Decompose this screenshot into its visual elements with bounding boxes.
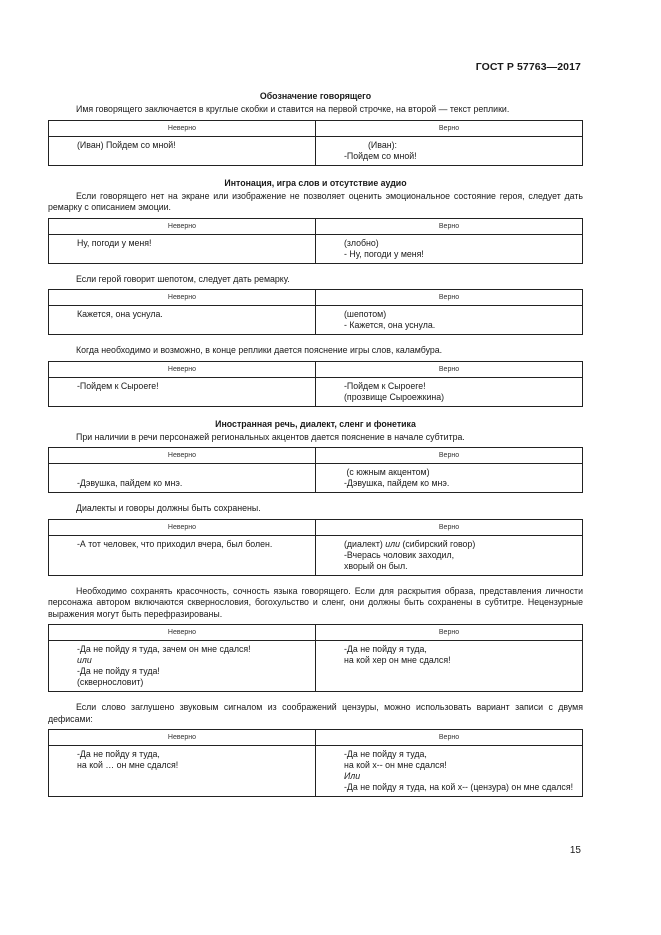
heading-intonation: Интонация, игра слов и отсутствие аудио [224,177,407,188]
cell-right [316,377,583,406]
text-line: на кой хер он мне сдался! [344,655,451,665]
cell-right [316,136,583,165]
col-right: Верно [316,625,583,641]
cell-right [316,306,583,335]
col-right: Верно [316,290,583,306]
table-dialect [48,519,583,576]
or-word: или [385,538,400,549]
cell-right [316,464,583,493]
heading-speaker: Обозначение говорящего [259,91,372,101]
cell-right [316,746,583,797]
col-wrong: Неверно [49,290,316,306]
col-right: Верно [316,361,583,377]
col-wrong: Неверно [49,361,316,377]
text-line: (Иван): [368,139,397,150]
dialect-label: (сибирский говор) [400,538,476,549]
text-line: на кой … он мне сдался! [77,760,179,770]
text-line: на кой х-- он мне сдался! [344,760,447,770]
cell-right [316,641,583,692]
table-slang [48,624,583,692]
para-intonation: Если говорящего нет на экране или изображение не позволяет оценить эмоциональное состояние героя, следует дать ремарку с описанием эмоции. [48,190,583,212]
text-line: хворый он был. [344,560,408,571]
col-right: Верно [316,730,583,746]
text-line: -Да не пойду я туда, [77,749,160,759]
text-line: -Вчерась чоловик заходил, [344,549,455,560]
cell-wrong [49,136,316,165]
table-whisper [48,289,583,335]
text-line: -Да не пойду я туда, [344,749,427,759]
text-line: -Да не пойду я туда! [77,666,160,676]
text-line: -Пойдем к Сыроеге! [77,380,159,391]
text-line: (злобно) [344,237,379,248]
cell-wrong [49,535,316,575]
text-line: Ну, погоди у меня! [77,237,152,248]
col-wrong: Неверно [49,448,316,464]
col-wrong: Неверно [49,120,316,136]
cell-right [316,535,583,575]
para-foreign: При наличии в речи персонажей региональных акцентов дается пояснение в начале субтитра. [76,431,465,442]
col-wrong: Неверно [49,218,316,234]
col-right: Верно [316,519,583,535]
table-intonation [48,218,583,264]
cell-wrong [49,746,316,797]
table-censor [48,729,583,797]
col-right: Верно [316,448,583,464]
para-censor: Если слово заглушено звуковым сигналом из соображений цензуры, можно использовать вариант записи с двумя дефисами: [48,702,583,724]
col-wrong: Неверно [49,730,316,746]
page-content [48,91,583,797]
col-wrong: Неверно [49,625,316,641]
text-line: - Кажется, она уснула. [344,320,436,330]
col-right: Верно [316,120,583,136]
text-line: -Да не пойду я туда, на кой х-- (цензура) он мне сдался! [344,782,574,792]
text-line: -Да не пойду я туда, зачем он мне сдался! [77,644,251,654]
text-line: -Дэвушка, пайдем ко мнэ. [344,478,450,488]
text-line: (сквернословит) [77,677,144,687]
text-line: (Иван) Пойдем со мной! [77,139,176,150]
page-number: 15 [569,845,581,856]
or-word: или [77,655,92,665]
dialect-label: (диалект) [344,538,386,549]
cell-wrong [49,641,316,692]
text-line: Кажется, она уснула. [77,309,163,319]
or-word: Или [344,771,361,781]
heading-foreign: Иностранная речь, диалект, сленг и фонетика [215,418,416,429]
para-whisper: Если герой говорит шепотом, следует дать ремарку. [76,273,290,284]
text-line: -Пойдем к Сыроеге! [344,380,426,391]
text-line [344,539,574,550]
para-wordplay: Когда необходимо и возможно, в конце реплики дается пояснение игры слов, каламбура. [76,345,443,355]
text-line: -А тот человек, что приходил вчера, был болен. [77,538,273,549]
text-line: -Пойдем со мной! [344,150,417,161]
para-speaker: Имя говорящего заключается в круглые скобки и ставится на первой строчке, на второй — текст реплики. [76,104,510,114]
text-line: -Да не пойду я туда, [344,644,427,654]
text-line: - Ну, погоди у меня! [344,248,424,259]
cell-wrong [49,464,316,493]
col-right: Верно [316,218,583,234]
document-id: ГОСТ Р 57763—2017 [475,61,581,73]
cell-wrong [49,306,316,335]
text-line: (с южным акцентом) [344,467,430,477]
table-speaker [48,120,583,166]
table-wordplay [48,361,583,407]
cell-right [316,234,583,263]
table-foreign [48,447,583,493]
cell-wrong [49,234,316,263]
text-line: -Дэвушка, пайдем ко мнэ. [77,478,183,488]
cell-wrong [49,377,316,406]
para-slang: Необходимо сохранять красочность, сочность языка говорящего. Если для раскрытия образа, представления личности персонажа автором включаются сквернословия, богохульство и сленг, они должны быть сохранены в субтитре. Нецензурные выражения могут быть перефразированы. [48,585,583,619]
col-wrong: Неверно [49,519,316,535]
para-dialect: Диалекты и говоры должны быть сохранены. [76,503,261,513]
text-line: (шепотом) [344,309,387,319]
text-line: (прозвище Сыроежкина) [344,391,445,402]
